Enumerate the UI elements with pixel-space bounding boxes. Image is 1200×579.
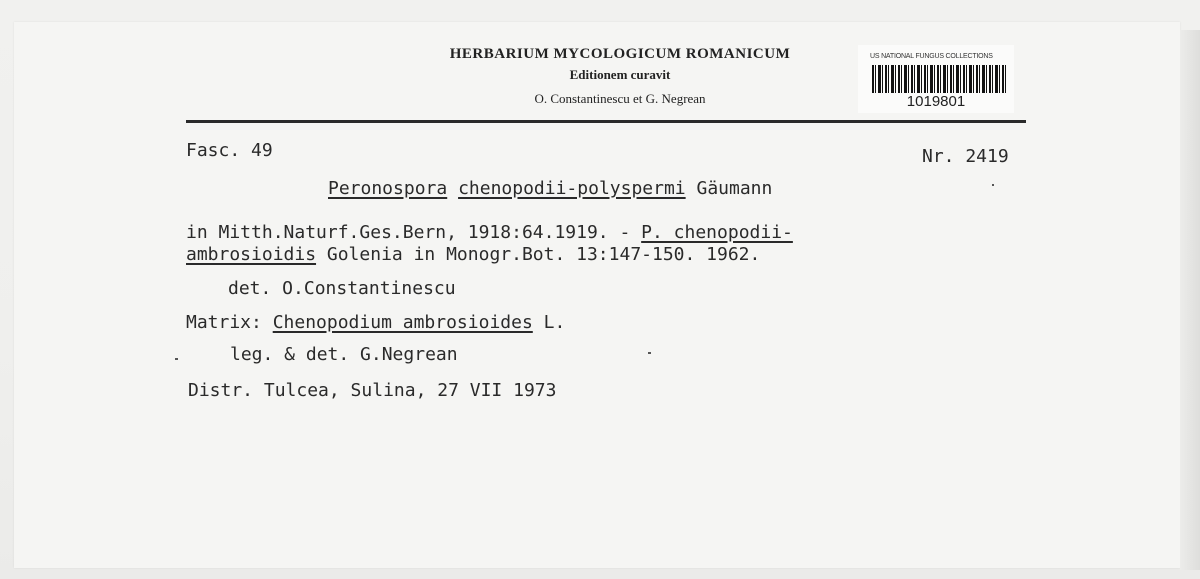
synonym-name-part-2: ambrosioidis — [186, 244, 317, 265]
distribution: Distr. Tulcea, Sulina, 27 VII 1973 — [188, 380, 557, 401]
determiner: det. O.Constantinescu — [228, 278, 456, 299]
species-author: Gäumann — [696, 178, 773, 199]
matrix-host: Chenopodium ambrosioides — [272, 312, 533, 333]
ink-speck — [175, 358, 178, 360]
citation-line-1 — [186, 222, 793, 244]
species-name — [328, 178, 772, 200]
species-genus: Peronospora — [328, 178, 448, 199]
matrix-label: Matrix: — [186, 312, 273, 333]
citation-text-1: in Mitth.Naturf.Ges.Bern, 1918:64.1919. - — [186, 222, 642, 243]
edition-line: Editionem curavit — [569, 67, 671, 82]
ink-speck — [648, 352, 651, 354]
sheet-edge — [1180, 30, 1200, 570]
matrix-line — [186, 312, 565, 334]
citation-line-2 — [186, 244, 760, 266]
fascicle-number: Fasc. 49 — [186, 140, 273, 161]
label-header — [400, 44, 840, 112]
citation-text-2: Golenia in Monogr.Bot. 13:147-150. 1962. — [316, 244, 761, 265]
institution-title: HERBARIUM MYCOLOGICUM ROMANICUM — [449, 46, 791, 62]
specimen-number: Nr. 2419 — [922, 146, 1009, 167]
matrix-author: L. — [532, 312, 566, 333]
barcode-icon — [872, 65, 1006, 93]
species-epithet: chenopodii-polyspermi — [458, 178, 686, 199]
barcode-sticker — [858, 45, 1014, 113]
barcode-number: 1019801 — [906, 93, 966, 110]
barcode-collection-name: US NATIONAL FUNGUS COLLECTIONS — [870, 53, 993, 60]
header-divider — [186, 120, 1026, 123]
editors-line: O. Constantinescu et G. Negrean — [534, 91, 706, 106]
synonym-name-part-1: P. chenopodii- — [641, 222, 793, 243]
ink-speck — [992, 184, 994, 186]
collector: leg. & det. G.Negrean — [230, 344, 458, 365]
